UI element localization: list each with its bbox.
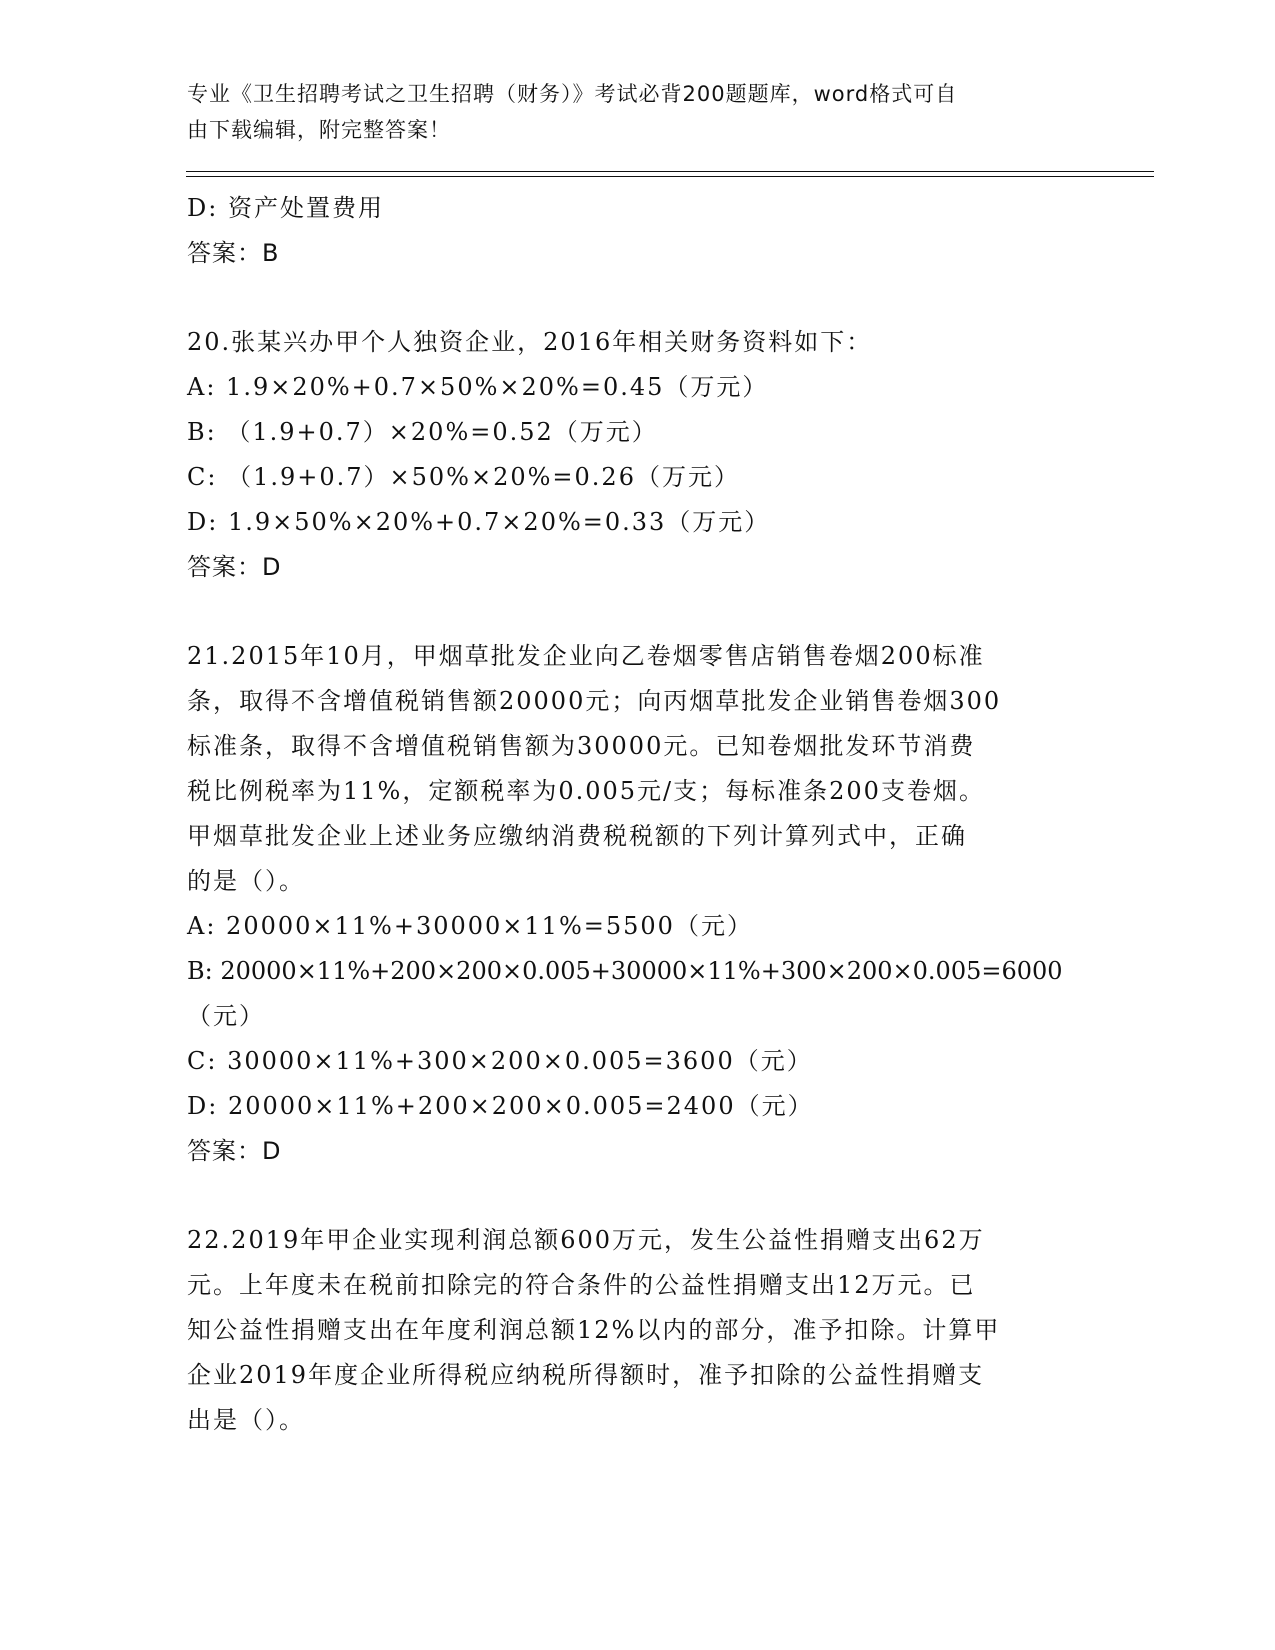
- header-line-2: 由下载编辑，附完整答案！: [187, 118, 451, 142]
- q21-stem-line: 税比例税率为11%，定额税率为0.005元/支；每标准条200支卷烟。: [187, 777, 985, 805]
- q21-option-a: A: 20000×11%+30000×11%=5500（元）: [187, 912, 753, 940]
- q20-option-a: A: 1.9×20%+0.7×50%×20%=0.45（万元）: [187, 373, 769, 401]
- spacer: [187, 276, 1087, 320]
- q20-option-b: B: （1.9+0.7）×20%=0.52（万元）: [187, 418, 658, 446]
- q21-option-b-line-2: （元）: [187, 1002, 265, 1030]
- question-21: [187, 634, 1087, 1174]
- q22-stem-line: 出是（）。: [187, 1406, 305, 1434]
- question-19: [187, 186, 1087, 276]
- q22-stem-line: 22.2019年甲企业实现利润总额600万元，发生公益性捐赠支出62万: [187, 1226, 985, 1254]
- header-rule-bottom: [186, 176, 1154, 177]
- q22-stem: [187, 1218, 1087, 1443]
- spacer: [187, 590, 1087, 634]
- q21-stem-line: 标准条，取得不含增值税销售额为30000元。已知卷烟批发环节消费: [187, 732, 976, 760]
- q20-option-d: D: 1.9×50%×20%+0.7×20%=0.33（万元）: [187, 508, 771, 536]
- q21-stem-line: 的是（）。: [187, 867, 305, 895]
- q22-stem-line: 知公益性捐赠支出在年度利润总额12%以内的部分，准予扣除。计算甲: [187, 1316, 1001, 1344]
- header-line-1: 专业《卫生招聘考试之卫生招聘（财务）》考试必背200题题库，word格式可自: [187, 82, 958, 106]
- question-22: [187, 1218, 1087, 1443]
- q21-stem-line: 21.2015年10月，甲烟草批发企业向乙卷烟零售店销售卷烟200标准: [187, 642, 985, 670]
- page-header: [187, 76, 1087, 148]
- q21-stem: [187, 634, 1087, 904]
- question-20: [187, 320, 1087, 590]
- q20-answer: 答案：D: [187, 553, 282, 581]
- question-content: [187, 186, 1087, 1443]
- header-rule-top: [186, 171, 1154, 172]
- q21-option-d: D: 20000×11%+200×200×0.005=2400（元）: [187, 1092, 814, 1120]
- q20-option-c: C: （1.9+0.7）×50%×20%=0.26（万元）: [187, 463, 740, 491]
- q21-stem-line: 条，取得不含增值税销售额20000元；向丙烟草批发企业销售卷烟300: [187, 687, 1002, 715]
- q19-option-d: D: 资产处置费用: [187, 194, 384, 222]
- q20-stem: 20.张某兴办甲个人独资企业，2016年相关财务资料如下：: [187, 328, 873, 356]
- q21-option-c: C: 30000×11%+300×200×0.005=3600（元）: [187, 1047, 813, 1075]
- q22-stem-line: 企业2019年度企业所得税应纳税所得额时，准予扣除的公益性捐赠支: [187, 1361, 985, 1389]
- q21-answer: 答案：D: [187, 1137, 282, 1165]
- q19-answer: 答案：B: [187, 239, 280, 267]
- q21-option-b-line-1: B: 20000×11%+200×200×0.005+30000×11%+300×200×0.005=6000: [187, 957, 1063, 985]
- q21-stem-line: 甲烟草批发企业上述业务应缴纳消费税税额的下列计算列式中，正确: [187, 822, 967, 850]
- spacer: [187, 1174, 1087, 1218]
- q22-stem-line: 元。上年度未在税前扣除完的符合条件的公益性捐赠支出12万元。已: [187, 1271, 976, 1299]
